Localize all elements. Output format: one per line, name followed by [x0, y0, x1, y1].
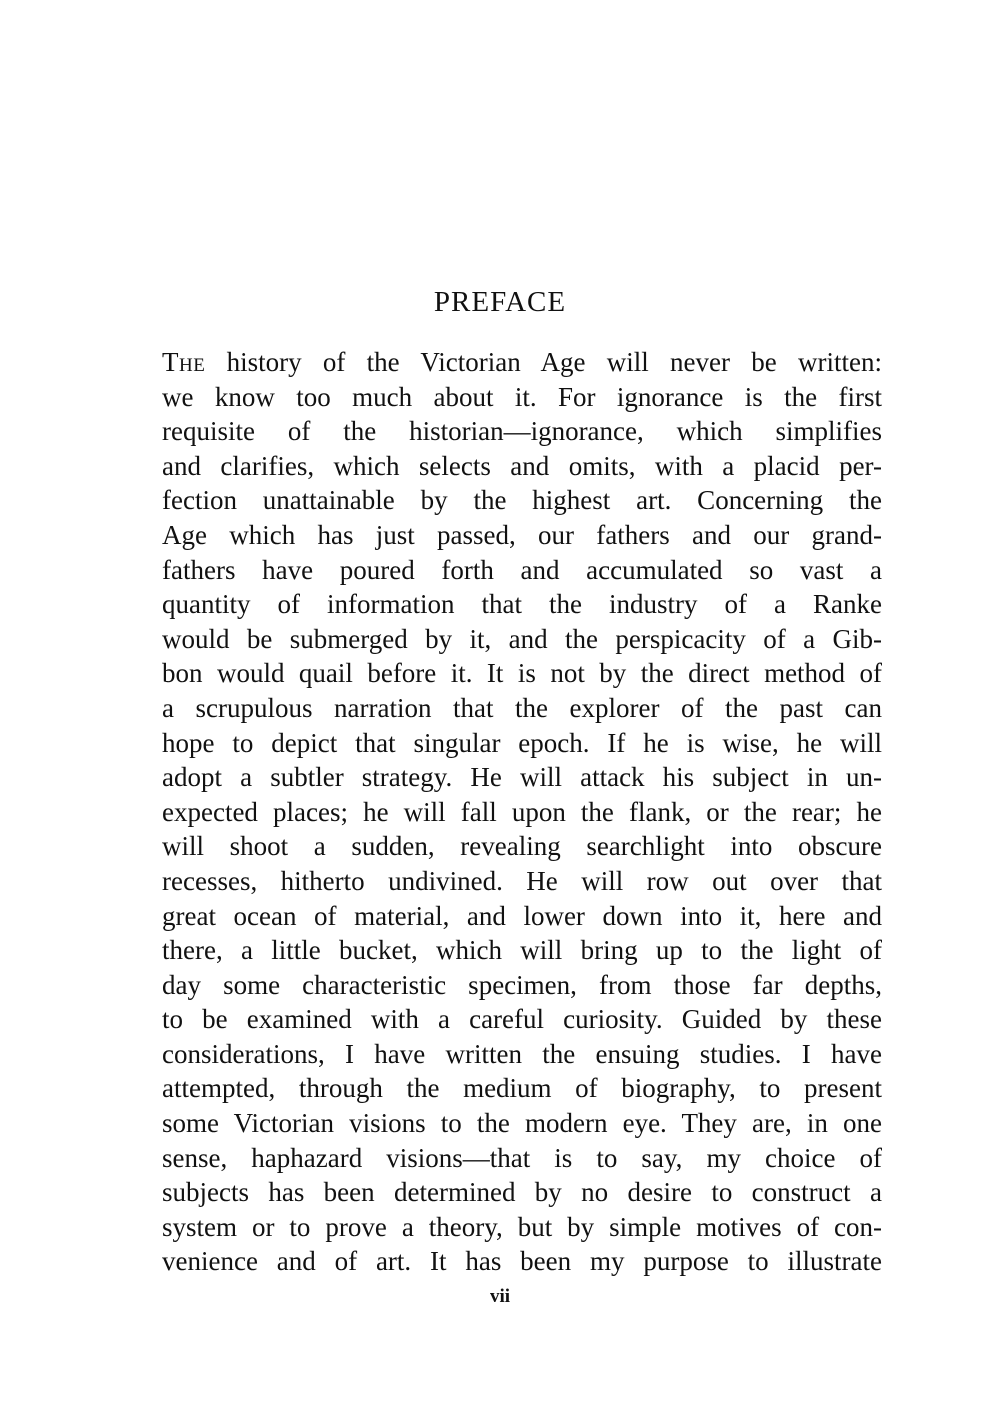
text-line: considerations, I have written the ensuing studies. I have: [162, 1038, 882, 1069]
text-line: recesses, hitherto undivined. He will row out over that: [162, 865, 882, 896]
text-line: fection unattainable by the highest art. Concerning the: [162, 485, 882, 516]
text-line: quantity of information that the industry of a Ranke: [162, 589, 882, 620]
text-line: Age which has just passed, our fathers and our grand-: [162, 519, 882, 550]
text-line: great ocean of material, and lower down into it, here and: [162, 900, 882, 931]
page-number: vii: [489, 1286, 511, 1307]
text-line-1-rest: history of the Victorian Age will never be written:: [205, 347, 882, 377]
text-line: to be examined with a careful curiosity. Guided by these: [162, 1004, 882, 1035]
text-line: attempted, through the medium of biography, to present: [162, 1073, 882, 1104]
opening-word: The: [162, 347, 206, 377]
text-line: we know too much about it. For ignorance is the first: [162, 381, 882, 412]
text-line: a scrupulous narration that the explorer of the past can: [162, 692, 882, 723]
text-line: venience and of art. It has been my purpose to illustrate: [162, 1246, 882, 1277]
text-line: sense, haphazard visions—that is to say, my choice of: [162, 1142, 882, 1173]
text-line: system or to prove a theory, but by simple motives of con-: [162, 1211, 882, 1242]
text-line: subjects has been determined by no desire to construct a: [162, 1177, 882, 1208]
text-line: hope to depict that singular epoch. If he is wise, he will: [162, 727, 882, 758]
text-line: bon would quail before it. It is not by the direct method of: [162, 658, 882, 689]
preface-body: [162, 345, 882, 1279]
text-line: fathers have poured forth and accumulated so vast a: [162, 554, 882, 585]
text-line: some Victorian visions to the modern eye. They are, in one: [162, 1108, 882, 1139]
text-line: expected places; he will fall upon the flank, or the rear; he: [162, 796, 882, 827]
text-line-1: [162, 345, 882, 380]
text-line: would be submerged by it, and the perspicacity of a Gib-: [162, 623, 882, 654]
text-line: requisite of the historian—ignorance, which simplifies: [162, 416, 882, 447]
text-line: will shoot a sudden, revealing searchlight into obscure: [162, 831, 882, 862]
text-line: day some characteristic specimen, from those far depths,: [162, 969, 882, 1000]
chapter-heading: PREFACE: [433, 286, 567, 318]
text-line: and clarifies, which selects and omits, with a placid per-: [162, 450, 882, 481]
text-line: adopt a subtler strategy. He will attack his subject in un-: [162, 762, 882, 793]
text-line: there, a little bucket, which will bring up to the light of: [162, 935, 882, 966]
